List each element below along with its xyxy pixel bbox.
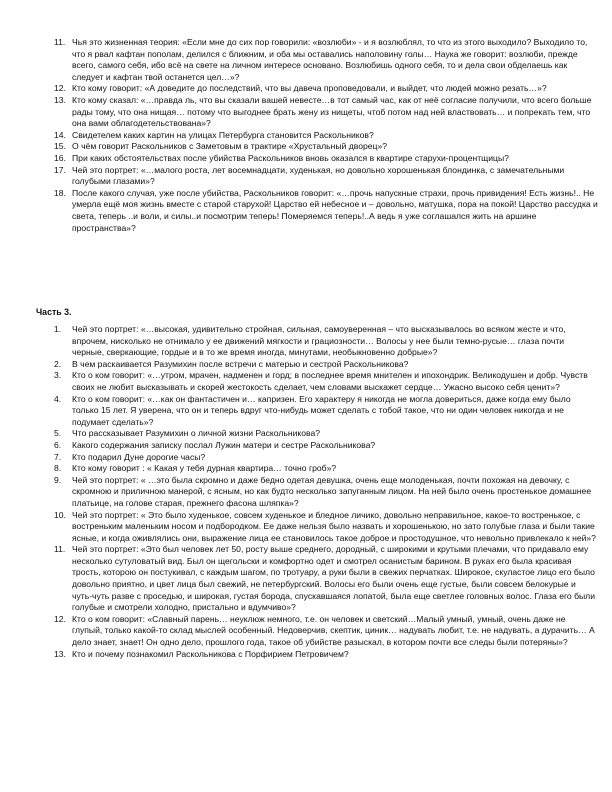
- item-number: 1.: [54, 324, 62, 334]
- item-text: При каких обстоятельствах после убийства Раскольников вновь оказался в квартире старухи-процентщицы?: [72, 152, 509, 163]
- item-text: Кто кому говорит : « Какая у тебя дурная квартира… точно гроб»?: [72, 463, 337, 474]
- item-text: Чей это портрет: «…высокая, удивительно стройная, сильная, самоуверенная – что высказывалось во всяком жесте и что, впрочем, нисколько не отнимало у ее движений мягкости и грациозности… Волосы у нее были темно-русые… глаза почти черные, сверкающие, гордые и в то же время иногда, минутами, необыкновенно добрые»?: [72, 324, 566, 358]
- list-item: [0, 510, 612, 545]
- list-item: [0, 440, 612, 452]
- item-text: В чем раскаивается Разумихин после встречи с матерью и сестрой Раскольникова?: [72, 358, 409, 369]
- item-text: Кто о ком говорит: «…как он фантастичен и… капризен. Его характеру я никогда не могла довериться, даже когда ему было только 15 лет. Я уверена, что он и теперь вдруг что-нибудь может сделать с тобой такое, что ни один человек никогда и не подумает сделать»?: [72, 393, 571, 427]
- list-item: [0, 649, 612, 661]
- item-number: 12.: [54, 83, 66, 94]
- list-item: [0, 95, 612, 130]
- item-text: Кто кому говорит: «А доведите до последствий, что вы давеча проповедовали, и выйдет, что людей можно резать…»?: [72, 83, 547, 94]
- list-item: [0, 428, 612, 440]
- item-number: 13.: [54, 94, 66, 105]
- item-text: Чей это портрет: « …это была скромно и даже бедно одетая девушка, очень еще молоденькая, почти похожая на девочку, с скромною и приличною манерой, с ясным, но как будто несколько запуганным лицом. На ней было очень простенькое домашнее платьице, на голове старая, прежнего фасона шляпка»?: [72, 474, 592, 508]
- item-number: 13.: [54, 648, 66, 659]
- item-number: 17.: [54, 164, 66, 175]
- list-item: [0, 188, 612, 234]
- item-number: 10.: [54, 509, 66, 520]
- list-item: [0, 165, 612, 188]
- item-number: 6.: [54, 439, 62, 450]
- list-item: [0, 153, 612, 165]
- list-item: [0, 544, 612, 614]
- item-number: 16.: [54, 152, 66, 163]
- list-item: [0, 370, 612, 393]
- item-text: Чей это портрет: «…малого роста, лет восемнадцати, худенькая, но довольно хорошенькая блондинка, с замечательными голубыми глазами»?: [72, 164, 565, 187]
- list-item: [0, 83, 612, 95]
- item-number: 2.: [54, 358, 62, 369]
- item-text: Кто кому сказал: «…правда ль, что вы сказали вашей невесте…в тот самый час, как от неё согласие получили, что всего больше рады тому, что она нищая… потому что выгоднее брать жену из нищеты, чтоб потом над ней властвовать… и попрекать тем, что она вами облагодетельствована»?: [72, 94, 592, 129]
- list-item: [0, 359, 612, 371]
- questions-list-part-3: [0, 324, 612, 660]
- item-text: Что рассказывает Разумихин о личной жизни Раскольникова?: [72, 428, 321, 439]
- item-number: 8.: [54, 463, 62, 474]
- item-text: Какого содержания записку послал Лужин матери и сестре Раскольникова?: [72, 439, 376, 450]
- list-item: [0, 475, 612, 510]
- item-number: 15.: [54, 141, 66, 152]
- item-text: Свидетелем каких картин на улицах Петербурга становится Раскольников?: [72, 129, 374, 140]
- item-number: 3.: [54, 370, 62, 381]
- item-text: После какого случая, уже после убийства, Раскольников говорит: «…прочь напускные страхи, прочь привидения! Есть жизнь!.. Не умерла ещё моя жизнь вместе с старой старухой! Царство ей небесное и – довольно, матушка, пора на покой! Царство рассудка и света, теперь ..и воли, и силы..и посмотрим теперь! Померяемся теперь!..А ведь я уже соглашался жить на аршине пространства»?: [72, 187, 598, 233]
- item-text: Кто о ком говорит: «…утром, мрачен, надменен и горд; в последнее время мнителен и ипохондрик. Великодушен и добр. Чувств своих не любит высказывать и скорей жестокость сделает, чем словами выскажет сердце… Ужасно высоко себя ценит»?: [72, 370, 588, 392]
- item-number: 5.: [54, 428, 62, 439]
- item-text: Чей это портрет: « Это было худенькое, совсем худенькое и бледное личико, довольно неправильное, какое-то востренькое, с востреньким маленьким носом и подбородком. Ее даже нельзя было назвать и хорошенькою, но зато голубые глаза и были такие ясные, и когда оживлялись они, выражение лица ее становилось такое доброе и простодушное, что невольно привлекало к ней»?: [72, 509, 596, 543]
- list-item: [0, 452, 612, 464]
- item-number: 11.: [54, 544, 66, 555]
- item-text: Чья это жизненная теория: «Если мне до сих пор говорили: «возлюби» - и я возлюблял, то что из этого выходило? Выходило то, что я рвал кафтан пополам, делился с ближним, и оба мы оставались наполовину голы… Наука же говорит: возлюби, прежде всего, самого себя, ибо всё на свете на личном интересе основано. Возлюбишь одного себя, то и дела свои обделаешь как следует и кафтан твой останется цел…»?: [72, 37, 588, 82]
- item-number: 18.: [54, 187, 66, 198]
- item-text: Кто подарил Дуне дорогие часы?: [72, 451, 206, 462]
- item-number: 4.: [54, 393, 62, 404]
- list-item: [0, 141, 612, 153]
- list-item: [0, 394, 612, 429]
- list-item: [0, 130, 612, 142]
- item-text: О чём говорит Раскольников с Заметовым в трактире «Хрустальный дворец»?: [72, 141, 388, 152]
- item-text: Кто о ком говорит: «Славный парень… неуклюж немного, т.е. он человек и светский…Малый умный, умный, очень даже не глупый, только какой-то склад мыслей особенный. Недоверчив, скептик, циник… надувать любит, т.е. не надувать, а дурачить… А дело знает, знает! Он одно дело, прошлого года, такое об убийстве разыскал, в котором почти все следы были потеряны»?: [72, 613, 595, 648]
- list-item: [0, 324, 612, 359]
- item-text: Кто и почему познакомил Раскольникова с Порфирием Петровичем?: [72, 648, 349, 659]
- item-number: 14.: [54, 129, 66, 140]
- item-number: 11.: [54, 37, 66, 47]
- item-number: 12.: [54, 613, 66, 624]
- list-item: [0, 463, 612, 475]
- item-text: Чей это портрет: «Это был человек лет 50, росту выше среднего, дородный, с широкими и крутыми плечами, что придавало ему несколько сутуловатый вид. Был он щегольски и комфортно одет и смотрел осанистым барином. В руках его была красивая трость, которою он постукивал, с каждым шагом, по тротуару, а руки были в свежих перчатках. Широкое, скуластое лицо его было довольно приятно, и цвет лица был свежий, не петербургский. Волосы его были очень еще густые, были совсем белокурые и чуть-чуть разве с проседью, и широкая, густая борода, спускавшаяся лопатой, была еще светлее головных волос. Глаза его были голубые и смотрели холодно, пристально и вдумчиво»?: [72, 544, 595, 613]
- list-item: [0, 614, 612, 649]
- section-heading: Часть 3.: [36, 307, 72, 317]
- list-item: [0, 37, 612, 83]
- questions-list-part-2-continued: [0, 37, 612, 234]
- item-number: 9.: [54, 474, 62, 485]
- item-number: 7.: [54, 451, 62, 462]
